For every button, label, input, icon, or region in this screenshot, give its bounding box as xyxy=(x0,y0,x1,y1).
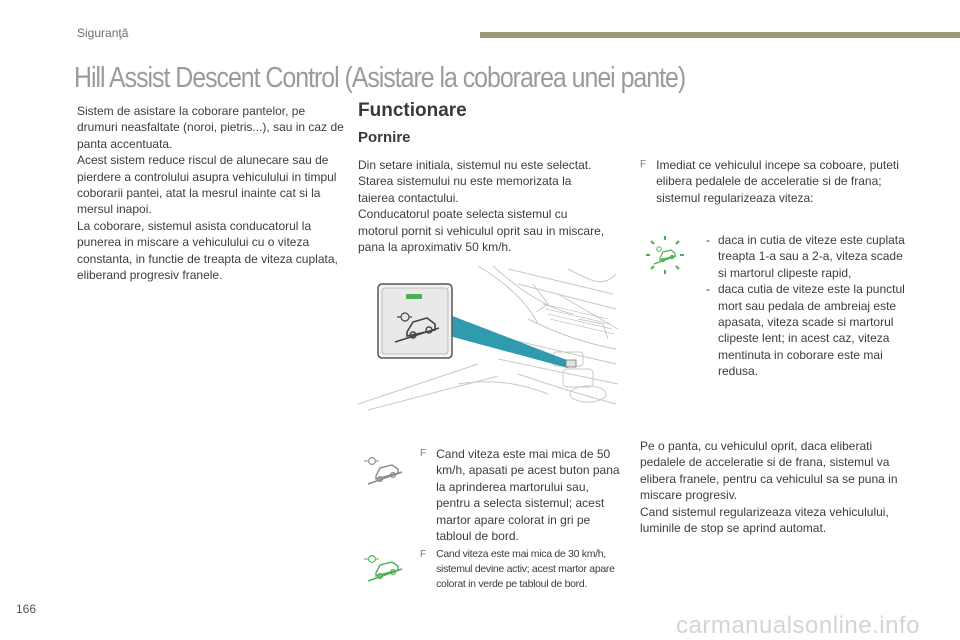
dash-marker: - xyxy=(706,282,710,297)
list-item-text: daca in cutia de viteze este cuplata treapta 1-a sau a 2-a, viteza scade si martorul clipeste rapid, xyxy=(718,233,905,280)
dash-marker: - xyxy=(706,233,710,247)
hill-descent-icon[interactable] xyxy=(393,310,443,349)
condition-grey-text: Cand viteza este mai mica de 50 km/h, apasati pe acest buton pana la aprinderea martorului sau, pentru a selecta sistemul; acest martor apare colorat in gri pe tabloul de bord. xyxy=(436,447,620,544)
bullet-marker: F xyxy=(640,159,647,170)
list-item-text: daca cutia de viteze este la punctul mort sau pedala de ambreiaj este apasata, viteza scade si martorul clipeste lent; in acest caz, viteza mentinuta in coborare este mai redusa. xyxy=(718,282,905,379)
hill-descent-green-icon xyxy=(362,553,406,585)
list-item xyxy=(706,281,906,379)
page-number: 166 xyxy=(16,602,37,616)
hill-descent-blinking-icon xyxy=(644,234,686,276)
speed-regulation-list xyxy=(706,232,906,380)
hill-descent-grey-icon xyxy=(362,452,406,488)
header-bar xyxy=(480,32,960,38)
step-descent xyxy=(640,157,910,206)
step-descent-text: Imediat ce vehiculul incepe sa coboare, puteti elibera pedalele de acceleratie si de frana; sistemul regularizeaza viteza: xyxy=(656,158,899,205)
condition-green-text: Cand viteza este mai mica de 30 km/h, sistemul devine activ; acest martor apare colorat in verde pe tabloul de bord. xyxy=(436,548,615,590)
section-label: Siguranţă xyxy=(77,26,129,40)
bullet-marker: F xyxy=(420,448,427,459)
stop-text: Pe o panta, cu vehiculul oprit, daca eliberati pedalele de acceleratie si de frana, sistemul va elibera franele, pentru ca vehiculul sa se puna in miscare progresiv. Cand sistemul regularizeaza viteza vehiculului, luminile de stop se aprind automat. xyxy=(640,439,898,536)
list-item xyxy=(706,232,906,281)
startup-text: Din setare initiala, sistemul nu este selectat. Starea sistemului nu este memorizata la taierea contactului. Conducatorul poate selecta sistemul cu motorul pornit si vehiculul oprit sau in miscare, pana la aproximativ 50 km/h. xyxy=(358,158,605,255)
condition-green xyxy=(420,547,630,592)
page-title: Hill Assist Descent Control (Asistare la coborarea unei pante) xyxy=(74,62,686,94)
section-heading: Functionare xyxy=(358,100,467,121)
bullet-marker: F xyxy=(420,549,427,560)
intro-text: Sistem de asistare la coborare pantelor, pe drumuri neasfaltate (noroi, pietris...), sau in caz de panta accentuata. Acest sistem reduce riscul de alunecare sau de pierdere a controlului asupra vehiculului in timpul coborarii pantei, atat la mesrul inainte cat si la mersul inapoi. La coborare, sistemul asista conducatorul la punerea in miscare a vehiculului cu o viteza constanta, in functie de treapta de viteza cuplata, eliberand progresiv franele. xyxy=(77,104,344,283)
watermark: carmanualsonline.info xyxy=(676,612,920,639)
condition-grey xyxy=(420,446,620,544)
section-subheading: Pornire xyxy=(358,129,411,146)
